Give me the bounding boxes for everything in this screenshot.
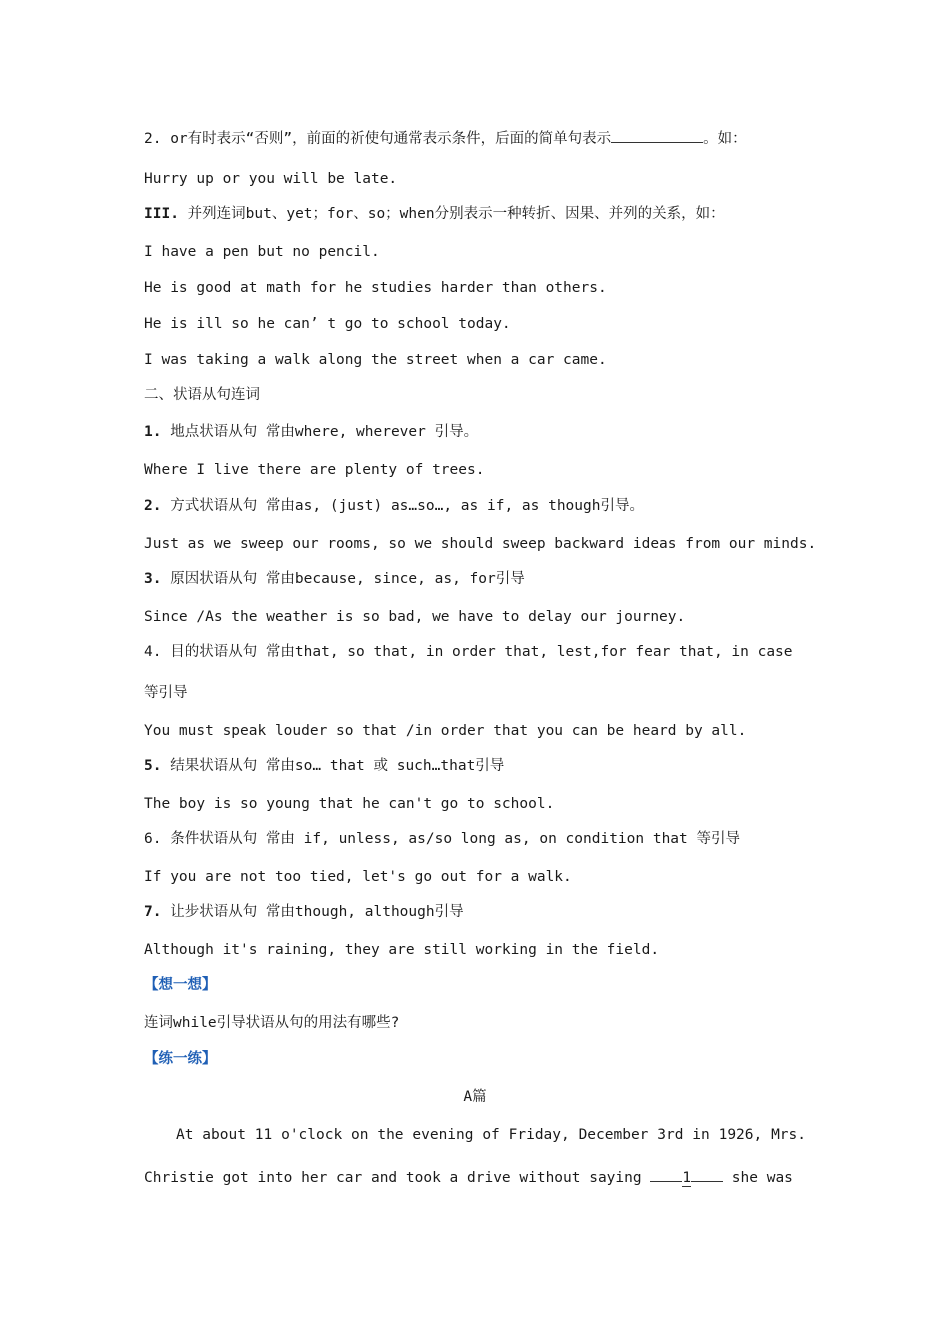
adverbial-3-text: 原因状语从句 常由because, since, as, for引导 xyxy=(161,571,525,587)
passage-line-2-text: Christie got into her car and took a drive without saying xyxy=(144,1170,651,1186)
adverbial-1 xyxy=(144,423,478,441)
or-rule-tail: 。如： xyxy=(703,131,747,147)
adverbial-3 xyxy=(144,570,525,588)
adverbial-4-example: You must speak louder so that /in order that you can be heard by all. xyxy=(144,723,747,739)
practice-label: 【练一练】 xyxy=(144,1051,217,1067)
coord-heading-text: 并列连词but、yet；for、so；when分别表示一种转折、因果、并列的关系，如： xyxy=(178,206,725,222)
adverbial-4-continued: 等引导 xyxy=(144,685,188,701)
passage-line-2 xyxy=(144,1167,793,1187)
adverbial-7-text: 让步状语从句 常由though, although引导 xyxy=(161,904,464,920)
adverbial-1-text: 地点状语从句 常由where, wherever 引导。 xyxy=(161,424,479,440)
coord-heading xyxy=(144,205,725,223)
adverbial-1-number: 1. xyxy=(144,424,162,440)
passage-blank-1[interactable] xyxy=(650,1170,723,1186)
passage-title: A篇 xyxy=(463,1089,487,1105)
adverbial-5 xyxy=(144,757,504,775)
blank-underline-left xyxy=(650,1167,682,1182)
or-example: Hurry up or you will be late. xyxy=(144,171,398,187)
adverbial-2-text: 方式状语从句 常由as, (just) as…so…, as if, as though引导。 xyxy=(161,498,644,514)
adverbial-3-number: 3. xyxy=(144,571,162,587)
coord-heading-number: III. xyxy=(144,206,179,222)
adverbial-2-example: Just as we sweep our rooms, so we should sweep backward ideas from our minds. xyxy=(144,536,817,552)
or-rule-text: 2. or有时表示“否则”，前面的祈使句通常表示条件，后面的简单句表示 xyxy=(144,131,612,147)
think-label: 【想一想】 xyxy=(144,977,217,993)
adverbial-3-example: Since /As the weather is so bad, we have to delay our journey. xyxy=(144,609,686,625)
adverbial-2 xyxy=(144,497,644,515)
adverbial-7-number: 7. xyxy=(144,904,162,920)
section-title: 二、状语从句连词 xyxy=(144,387,260,403)
adverbial-6: 6. 条件状语从句 常由 if, unless, as/so long as, on condition that 等引导 xyxy=(144,831,740,847)
adverbial-5-example: The boy is so young that he can't go to school. xyxy=(144,796,555,812)
adverbial-5-text: 结果状语从句 常由so… that 或 such…that引导 xyxy=(161,758,505,774)
passage-line-1: At about 11 o'clock on the evening of Friday, December 3rd in 1926, Mrs. xyxy=(176,1127,806,1143)
coord-example-1: I have a pen but no pencil. xyxy=(144,244,380,260)
adverbial-4: 4. 目的状语从句 常由that, so that, in order that, lest,for fear that, in case xyxy=(144,644,793,660)
adverbial-7 xyxy=(144,903,464,921)
blank-underline-right xyxy=(691,1167,723,1182)
coord-example-3: He is ill so he can’ t go to school today. xyxy=(144,316,511,332)
adverbial-7-example: Although it's raining, they are still working in the field. xyxy=(144,942,660,958)
adverbial-6-example: If you are not too tied, let's go out for a walk. xyxy=(144,869,572,885)
coord-example-2: He is good at math for he studies harder than others. xyxy=(144,280,607,296)
passage-line-2-tail: she was xyxy=(723,1170,793,1186)
coord-example-4: I was taking a walk along the street when a car came. xyxy=(144,352,607,368)
adverbial-2-number: 2. xyxy=(144,498,162,514)
think-question: 连词while引导状语从句的用法有哪些? xyxy=(144,1015,400,1031)
or-rule-line xyxy=(144,128,747,148)
adverbial-1-example: Where I live there are plenty of trees. xyxy=(144,462,485,478)
blank-number: 1 xyxy=(682,1170,692,1186)
adverbial-5-number: 5. xyxy=(144,758,162,774)
answer-blank[interactable] xyxy=(611,128,703,143)
